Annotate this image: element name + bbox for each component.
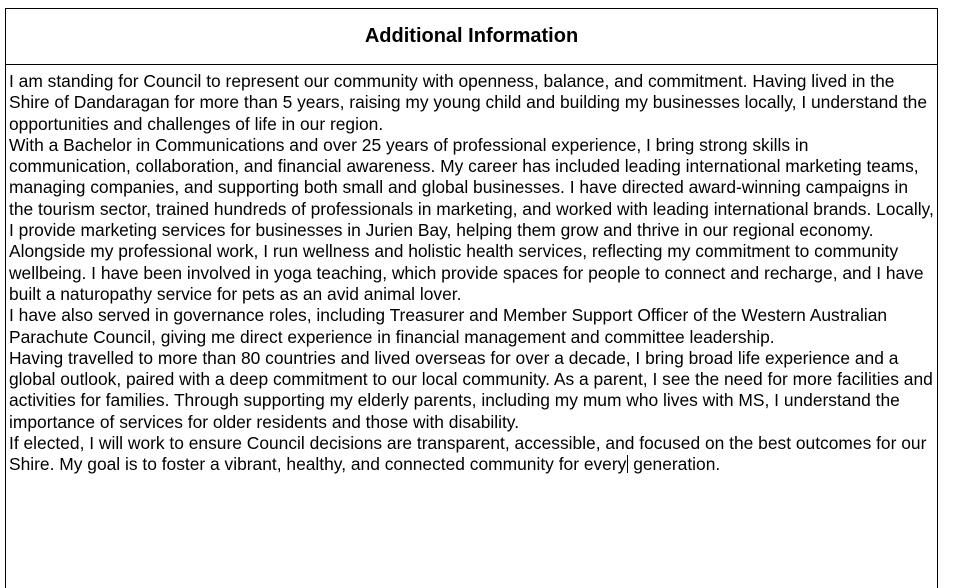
section-title: Additional Information <box>364 25 579 47</box>
paragraph: Alongside my professional work, I run wellness and holistic health services, reflecting my commitment to community wellbeing. I have been involved in yoga teaching, which provide spaces for people to connect and recharge, and I have built a naturopathy service for pets as an avid animal lover. <box>9 241 924 304</box>
paragraph: I am standing for Council to represent our community with openness, balance, and commitment. Having lived in the Shire of Dandaragan for more than 5 years, raising my young child and building my businesses locally, I understand the opportunities and challenges of life in our region. <box>9 71 928 134</box>
section-header <box>6 9 937 65</box>
paragraph-text-end: generation. <box>633 454 721 475</box>
paragraph-last <box>9 433 934 476</box>
text-cursor <box>627 455 628 473</box>
paragraph: I have also served in governance roles, including Treasurer and Member Support Officer of the Western Australian Parachute Council, giving me direct experience in financial management and committee leadership. <box>9 305 888 347</box>
additional-information-textarea[interactable] <box>6 65 937 476</box>
additional-information-table <box>5 8 938 588</box>
paragraph: With a Bachelor in Communications and over 25 years of professional experience, I bring strong skills in communication, collaboration, and financial awareness. My career has included leading international marketing teams, managing companies, and supporting both small and global businesses. I have directed award-winning campaigns in the tourism sector, trained hundreds of professionals in marketing, and worked with leading international brands. Locally, I provide marketing services for businesses in Jurien Bay, helping them grow and thrive in our regional economy. <box>9 134 934 241</box>
paragraph: Having travelled to more than 80 countries and lived overseas for over a decade, I bring broad life experience and a global outlook, paired with a deep commitment to our local community. As a parent, I see the need for more facilities and activities for families. Through supporting my elderly parents, including my mum who lives with MS, I understand the importance of services for older residents and those with disability. <box>9 347 933 432</box>
paragraph-text: If elected, I will work to ensure Council decisions are transparent, accessible, and focused on the best outcomes for our Shire. My goal is to foster a vibrant, healthy, and connected community for every <box>9 433 927 475</box>
